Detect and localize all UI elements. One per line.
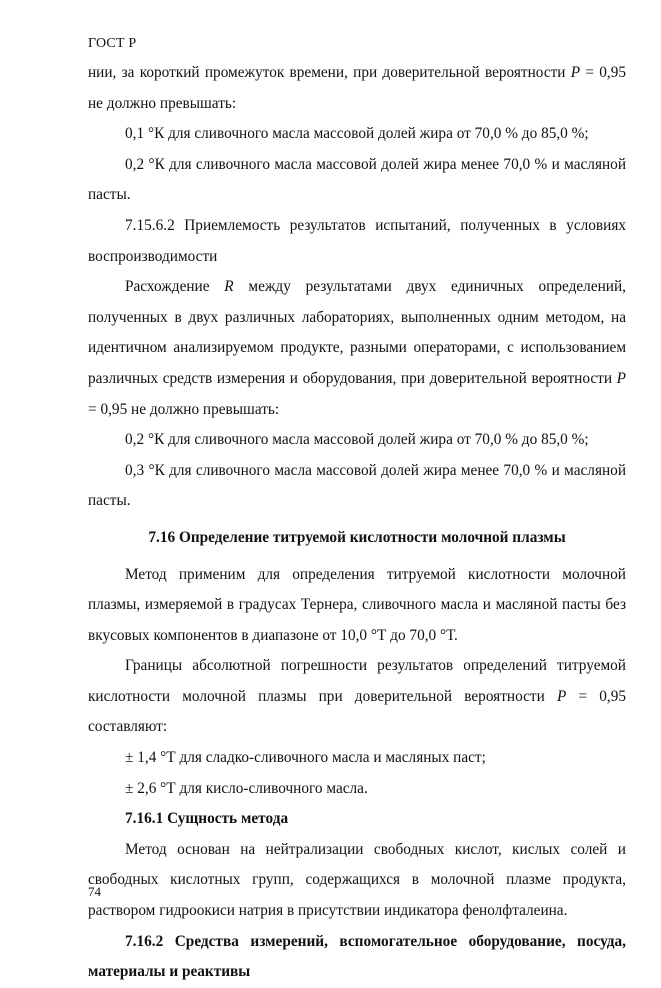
text-span: между результатами двух единичных определений, полученных в двух различных лабораториях, выполненных одним методом, на идентичном анализируемом продукте, разными операторами, с использованием различных средств измерения и оборудования, при доверительной вероятности <box>88 278 626 387</box>
standard-header: ГОСТ Р <box>88 36 137 51</box>
variable-p: P <box>556 687 567 705</box>
text-span: = 0,95 не должно превышать: <box>88 64 626 112</box>
text-span: нии, за короткий промежуток времени, при доверительной вероятности <box>88 64 571 81</box>
paragraph-bound-1: ± 1,4 °Т для сладко-сливочного масла и масляных паст; <box>125 749 486 767</box>
paragraph-error-bounds <box>88 651 626 743</box>
paragraph-bound-2: ± 2,6 °Т для кисло-сливочного масла. <box>125 779 368 797</box>
paragraph-limit-1: 0,1 °К для сливочного масла массовой долей жира от 70,0 % до 85,0 %; <box>125 125 589 143</box>
paragraph-limit-3: 0,2 °К для сливочного масла массовой долей жира от 70,0 % до 85,0 %; <box>125 431 589 449</box>
section-7-15-6-2: 7.15.6.2 Приемлемость результатов испытаний, полученных в условиях воспроизводимости <box>88 216 626 265</box>
text-span: Границы абсолютной погрешности результатов определений титруемой кислотности молочной плазмы при доверительной вероятности <box>88 657 626 705</box>
text-span: = 0,95 составляют: <box>88 687 626 736</box>
text-span: Расхождение <box>125 278 225 296</box>
paragraph-reproducibility <box>88 272 626 425</box>
section-heading-7-16-1: 7.16.1 Сущность метода <box>125 810 289 828</box>
document-body <box>88 58 626 988</box>
paragraph-limit-4: 0,3 °К для сливочного масла массовой долей жира менее 70,0 % и масляной пасты. <box>88 461 626 510</box>
paragraph-method-scope: Метод применим для определения титруемой кислотности молочной плазмы, измеряемой в градусах Тернера, сливочного масла и масляной пасты без вкусовых компонентов в диапазоне от 10,0 °Т до 70,0 °Т. <box>88 565 626 644</box>
text-span: = 0,95 не должно превышать: <box>88 400 280 418</box>
paragraph-continuation <box>88 58 626 119</box>
variable-r: R <box>224 278 234 296</box>
page-number: 74 <box>88 884 101 899</box>
paragraph-limit-2: 0,2 °К для сливочного масла массовой долей жира менее 70,0 % и масляной пасты. <box>88 155 626 204</box>
section-heading-7-16-2: 7.16.2 Средства измерений, вспомогательное оборудование, посуда, материалы и реактивы <box>88 932 626 981</box>
variable-p: P <box>616 369 626 387</box>
paragraph-method-principle: Метод основан на нейтрализации свободных кислот, кислых солей и свободных кислотных групп, содержащихся в молочной плазме продукта, раствором гидроокиси натрия в присутствии индикатора фенолфталеина. <box>88 840 626 920</box>
variable-p: P <box>570 64 581 81</box>
section-heading-7-16: 7.16 Определение титруемой кислотности молочной плазмы <box>148 528 566 546</box>
